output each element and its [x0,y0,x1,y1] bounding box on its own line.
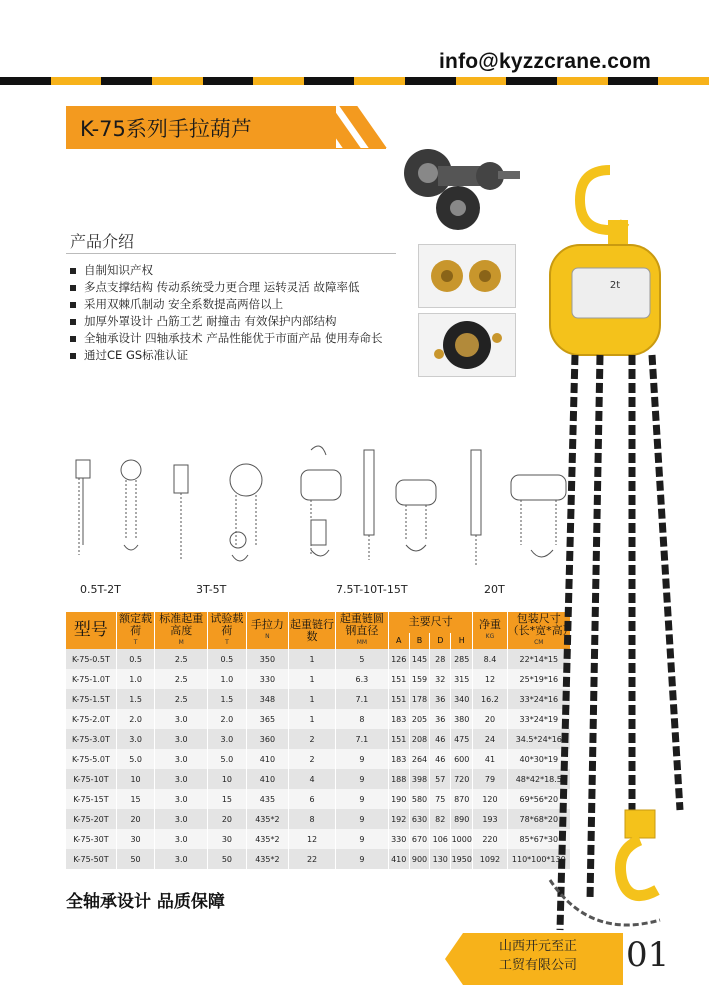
contact-email: info@kyzzcrane.com [439,50,651,73]
table-cell: 2.0 [208,709,246,729]
table-cell: 9 [335,749,388,769]
col-rated-load: 额定载荷 T [116,612,154,649]
stripe-segment [101,77,152,85]
title-underline [66,148,386,149]
table-cell: 890 [451,809,473,829]
col-test-load: 试验载荷 T [208,612,246,649]
table-cell: 190 [388,789,409,809]
stripe-segment [253,77,304,85]
table-cell: 130 [430,849,451,869]
table-cell: 22 [289,849,336,869]
table-cell: 220 [473,829,507,849]
spec-table [66,611,574,869]
table-cell: 580 [409,789,430,809]
table-cell: 8 [289,809,336,829]
table-cell: 126 [388,649,409,669]
table-cell: 7.1 [335,689,388,709]
table-cell: 0.5 [116,649,154,669]
model-cell: K-75-50T [66,849,116,869]
company-badge-arrow [445,933,463,985]
table-row [66,729,571,749]
table-cell: 330 [246,669,289,689]
header-stripe [0,77,709,85]
stripe-segment [658,77,709,85]
table-cell: 0.5 [208,649,246,669]
model-cell: K-75-5.0T [66,749,116,769]
table-cell: 41 [473,749,507,769]
table-cell: 1.0 [116,669,154,689]
table-cell: 3.0 [208,729,246,749]
table-row [66,669,571,689]
table-cell: 3.0 [155,789,208,809]
table-cell: 46 [430,749,451,769]
table-cell: 1.5 [116,689,154,709]
table-cell: 40*30*19 [507,749,570,769]
table-cell: 22*14*15 [507,649,570,669]
ratchet-wheel-photo [418,313,516,377]
stripe-segment [557,77,608,85]
list-item: 加厚外罩设计 凸筋工艺 耐撞击 有效保护内部结构 [70,313,382,330]
table-cell: 6 [289,789,336,809]
table-cell: 159 [409,669,430,689]
stripe-segment [506,77,557,85]
table-cell: 48*42*18.5 [507,769,570,789]
table-cell: 178 [409,689,430,709]
table-cell: 15 [208,789,246,809]
table-cell: 151 [388,729,409,749]
table-row [66,829,571,849]
table-cell: 365 [246,709,289,729]
col-dim-a: A [388,633,409,649]
table-cell: 2.0 [116,709,154,729]
feature-list [70,262,382,364]
model-cell: K-75-1.5T [66,689,116,709]
model-cell: K-75-10T [66,769,116,789]
table-cell: 9 [335,809,388,829]
pawl-parts-photo [418,244,516,308]
intro-heading: 产品介绍 [70,232,135,251]
page-title: K-75系列手拉葫芦 [80,117,252,141]
list-item: 采用双棘爪制动 安全系数提高两倍以上 [70,296,382,313]
table-cell: 1.5 [208,689,246,709]
diagram-label: 20T [484,583,505,596]
table-cell: 145 [409,649,430,669]
col-pull-force: 手拉力 N [246,612,289,649]
table-cell: 16.2 [473,689,507,709]
table-cell: 3.0 [155,849,208,869]
table-cell: 4 [289,769,336,789]
table-cell: 205 [409,709,430,729]
table-cell: 183 [388,709,409,729]
list-item: 多点支撑结构 传动系统受力更合理 运转灵活 故障率低 [70,279,382,296]
col-net-weight: 净重 KG [473,612,507,649]
table-cell: 20 [473,709,507,729]
table-cell: 10 [208,769,246,789]
stripe-segment [608,77,659,85]
table-cell: 32 [430,669,451,689]
table-cell: 75 [430,789,451,809]
table-cell: 348 [246,689,289,709]
table-cell: 3.0 [155,769,208,789]
table-cell: 30 [208,829,246,849]
table-cell: 5 [335,649,388,669]
table-cell: 1950 [451,849,473,869]
diagram-label: 7.5T-10T-15T [336,583,408,596]
table-row [66,709,571,729]
table-cell: 78*68*20 [507,809,570,829]
table-cell: 5.0 [208,749,246,769]
table-cell: 435 [246,789,289,809]
table-cell: 630 [409,809,430,829]
table-cell: 8 [335,709,388,729]
table-cell: 380 [451,709,473,729]
table-cell: 151 [388,689,409,709]
dimension-diagrams [66,415,576,605]
table-cell: 360 [246,729,289,749]
col-chain-dia: 起重链圆钢直径 MM [335,612,388,649]
list-item: 通过CE GS标准认证 [70,347,382,364]
table-cell: 475 [451,729,473,749]
col-dim-d: D [430,633,451,649]
table-cell: 15 [116,789,154,809]
model-cell: K-75-30T [66,829,116,849]
table-row [66,749,571,769]
table-cell: 1 [289,649,336,669]
table-cell: 10 [116,769,154,789]
col-model: 型号 [66,612,116,649]
diagram-label: 0.5T-2T [80,583,121,596]
table-cell: 20 [208,809,246,829]
table-cell: 36 [430,709,451,729]
table-cell: 9 [335,769,388,789]
table-cell: 285 [451,649,473,669]
table-cell: 2.5 [155,689,208,709]
table-cell: 1000 [451,829,473,849]
table-cell: 410 [246,769,289,789]
table-cell: 330 [388,829,409,849]
table-cell: 3.0 [155,749,208,769]
table-cell: 900 [409,849,430,869]
table-row [66,789,571,809]
table-cell: 12 [289,829,336,849]
table-cell: 2 [289,749,336,769]
table-cell: 151 [388,669,409,689]
intro-divider [66,253,396,254]
table-cell: 435*2 [246,849,289,869]
model-cell: K-75-0.5T [66,649,116,669]
table-row [66,849,571,869]
table-cell: 3.0 [116,729,154,749]
title-banner [66,106,386,148]
page-number: 01 [626,935,670,975]
gear-assembly-photo [398,138,523,238]
table-cell: 28 [430,649,451,669]
stripe-segment [203,77,254,85]
table-cell: 183 [388,749,409,769]
list-item: 全轴承设计 四轴承技术 产品性能优于市面产品 使用寿命长 [70,330,382,347]
table-cell: 1 [289,709,336,729]
table-cell: 870 [451,789,473,809]
table-cell: 9 [335,849,388,869]
table-cell: 36 [430,689,451,709]
company-name: 山西开元至正 工贸有限公司 [498,939,577,973]
table-cell: 264 [409,749,430,769]
slogan: 全轴承设计 品质保障 [66,892,225,912]
stripe-segment [51,77,102,85]
stripe-segment [304,77,355,85]
table-cell: 9 [335,829,388,849]
table-cell: 410 [246,749,289,769]
table-cell: 33*24*16 [507,689,570,709]
table-cell: 188 [388,769,409,789]
col-dim-b: B [409,633,430,649]
table-cell: 106 [430,829,451,849]
stripe-segment [354,77,405,85]
table-cell: 30 [116,829,154,849]
model-cell: K-75-1.0T [66,669,116,689]
table-cell: 33*24*19 [507,709,570,729]
table-cell: 57 [430,769,451,789]
table-cell: 435*2 [246,829,289,849]
table-cell: 1092 [473,849,507,869]
table-cell: 1 [289,669,336,689]
table-cell: 192 [388,809,409,829]
chain-hoist-image [520,160,705,960]
table-cell: 6.3 [335,669,388,689]
table-cell: 720 [451,769,473,789]
table-cell: 3.0 [155,729,208,749]
model-cell: K-75-15T [66,789,116,809]
table-cell: 193 [473,809,507,829]
table-cell: 34.5*24*16 [507,729,570,749]
table-cell: 600 [451,749,473,769]
table-cell: 350 [246,649,289,669]
diagram-label: 3T-5T [196,583,227,596]
table-cell: 2.5 [155,649,208,669]
table-cell: 9 [335,789,388,809]
col-chain-falls: 起重链行 数 [289,612,336,649]
stripe-segment [405,77,456,85]
table-header-row [66,612,571,633]
table-cell: 2 [289,729,336,749]
table-row [66,689,571,709]
model-cell: K-75-3.0T [66,729,116,749]
table-cell: 398 [409,769,430,789]
stripe-segment [0,77,51,85]
table-cell: 110*100*130 [507,849,570,869]
col-dim-h: H [451,633,473,649]
model-cell: K-75-2.0T [66,709,116,729]
table-cell: 3.0 [155,809,208,829]
table-cell: 435*2 [246,809,289,829]
svg-text:2t: 2t [609,280,621,291]
table-cell: 315 [451,669,473,689]
col-main-dims: 主要尺寸 [388,612,472,633]
model-cell: K-75-20T [66,809,116,829]
table-cell: 85*67*30 [507,829,570,849]
table-row [66,649,571,669]
hoist-drawings [66,415,576,605]
table-cell: 410 [388,849,409,869]
table-cell: 8.4 [473,649,507,669]
table-cell: 120 [473,789,507,809]
table-cell: 50 [116,849,154,869]
table-cell: 1.0 [208,669,246,689]
stripe-segment [152,77,203,85]
table-cell: 2.5 [155,669,208,689]
table-cell: 340 [451,689,473,709]
col-package: 包装尺寸（长*宽*高） CM [507,612,570,649]
col-lift-height: 标准起重高度 M [155,612,208,649]
table-cell: 208 [409,729,430,749]
table-row [66,769,571,789]
table-cell: 5.0 [116,749,154,769]
table-row [66,809,571,829]
table-cell: 3.0 [155,709,208,729]
table-cell: 1 [289,689,336,709]
table-cell: 25*19*16 [507,669,570,689]
list-item: 自制知识产权 [70,262,382,279]
table-cell: 46 [430,729,451,749]
table-cell: 79 [473,769,507,789]
table-cell: 24 [473,729,507,749]
table-cell: 7.1 [335,729,388,749]
table-cell: 69*56*20 [507,789,570,809]
stripe-segment [456,77,507,85]
table-cell: 3.0 [155,829,208,849]
table-cell: 12 [473,669,507,689]
table-cell: 670 [409,829,430,849]
table-cell: 50 [208,849,246,869]
table-cell: 20 [116,809,154,829]
table-cell: 82 [430,809,451,829]
